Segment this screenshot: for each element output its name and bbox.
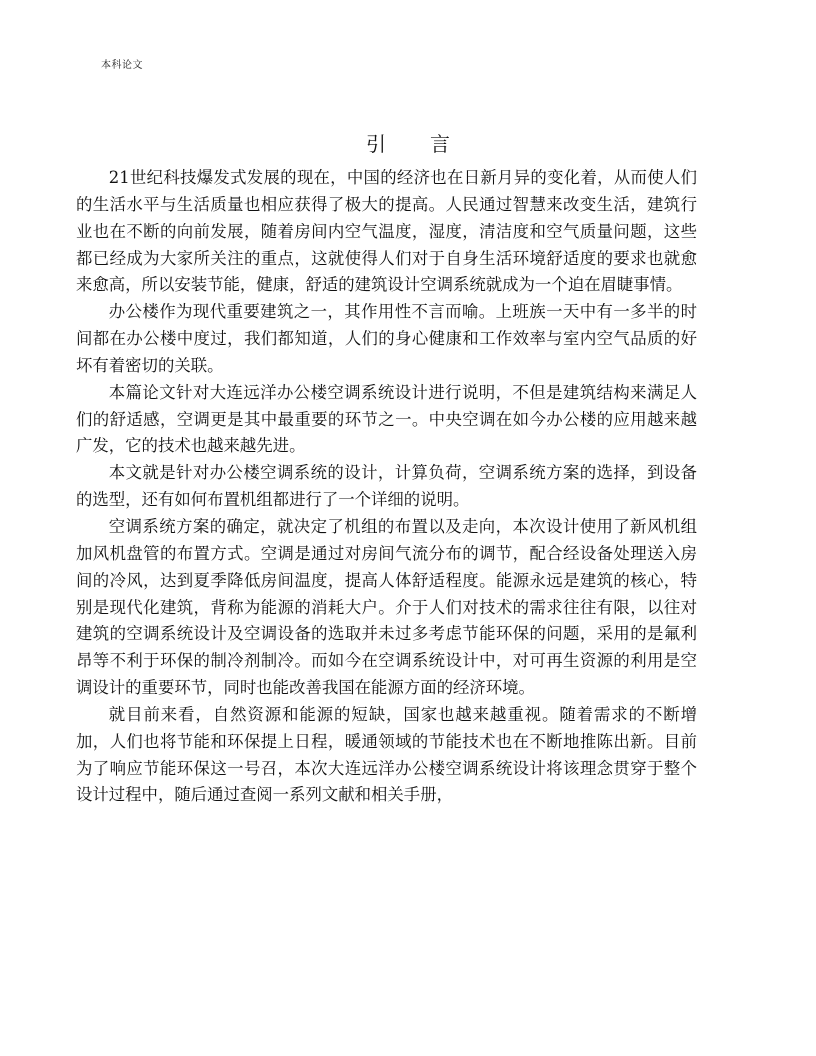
paragraph-1: 21世纪科技爆发式发展的现在，中国的经济也在日新月异的变化着，从而使人们的生活水平与生活质量也相应获得了极大的提高。人民通过智慧来改变生活，建筑行业也在不断的向前发展，随着房间内空气温度，湿度，清洁度和空气质量问题，这些都已经成为大家所关注的重点，这就使得人们对于自身生活环境舒适度的要求也就愈来愈高，所以安装节能，健康，舒适的建筑设计空调系统就成为一个迫在眉睫事情。 — [76, 168, 697, 295]
paragraph-5: 空调系统方案的确定，就决定了机组的布置以及走向，本次设计使用了新风机组加风机盘管的布置方式。空调是通过对房间气流分布的调节，配合经设备处理送入房间的冷风，达到夏季降低房间温度，提高人体舒适程度。能源永远是建筑的核心，特别是现代化建筑，背称为能源的消耗大户。介于人们对技术的需求往往有限，以往对建筑的空调系统设计及空调设备的选取并未过多考虑节能环保的问题，采用的是氟利昂等不利于环保的制冷剂制冷。而如今在空调系统设计中，对可再生资源的利用是空调设计的重要环节，同时也能改善我国在能源方面的经济环境。 — [76, 516, 697, 698]
paragraph-6: 就目前来看，自然资源和能源的短缺，国家也越来越重视。随着需求的不断增加，人们也将节能和环保提上日程，暖通领域的节能技术也在不断地推陈出新。目前为了响应节能环保这一号召，本次大连远洋办公楼空调系统设计将该理念贯穿于整个设计过程中，随后通过查阅一系列文献和相关手册， — [76, 704, 697, 805]
section-title: 引言 — [366, 132, 494, 156]
running-header: 本科论文 — [101, 60, 143, 71]
paragraph-2: 办公楼作为现代重要建筑之一，其作用性不言而喻。上班族一天中有一多半的时间都在办公楼中度过，我们都知道，人们的身心健康和工作效率与室内空气品质的好坏有着密切的关联。 — [76, 302, 697, 375]
paragraph-3: 本篇论文针对大连远洋办公楼空调系统设计进行说明，不但是建筑结构来满足人们的舒适感，空调更是其中最重要的环节之一。中央空调在如今办公楼的应用越来越广发，它的技术也越来越先进。 — [76, 382, 697, 456]
body-text — [76, 165, 697, 809]
paragraph-4: 本文就是针对办公楼空调系统的设计，计算负荷，空调系统方案的选择，到设备的选型，还有如何布置机组都进行了一个详细的说明。 — [76, 463, 697, 510]
